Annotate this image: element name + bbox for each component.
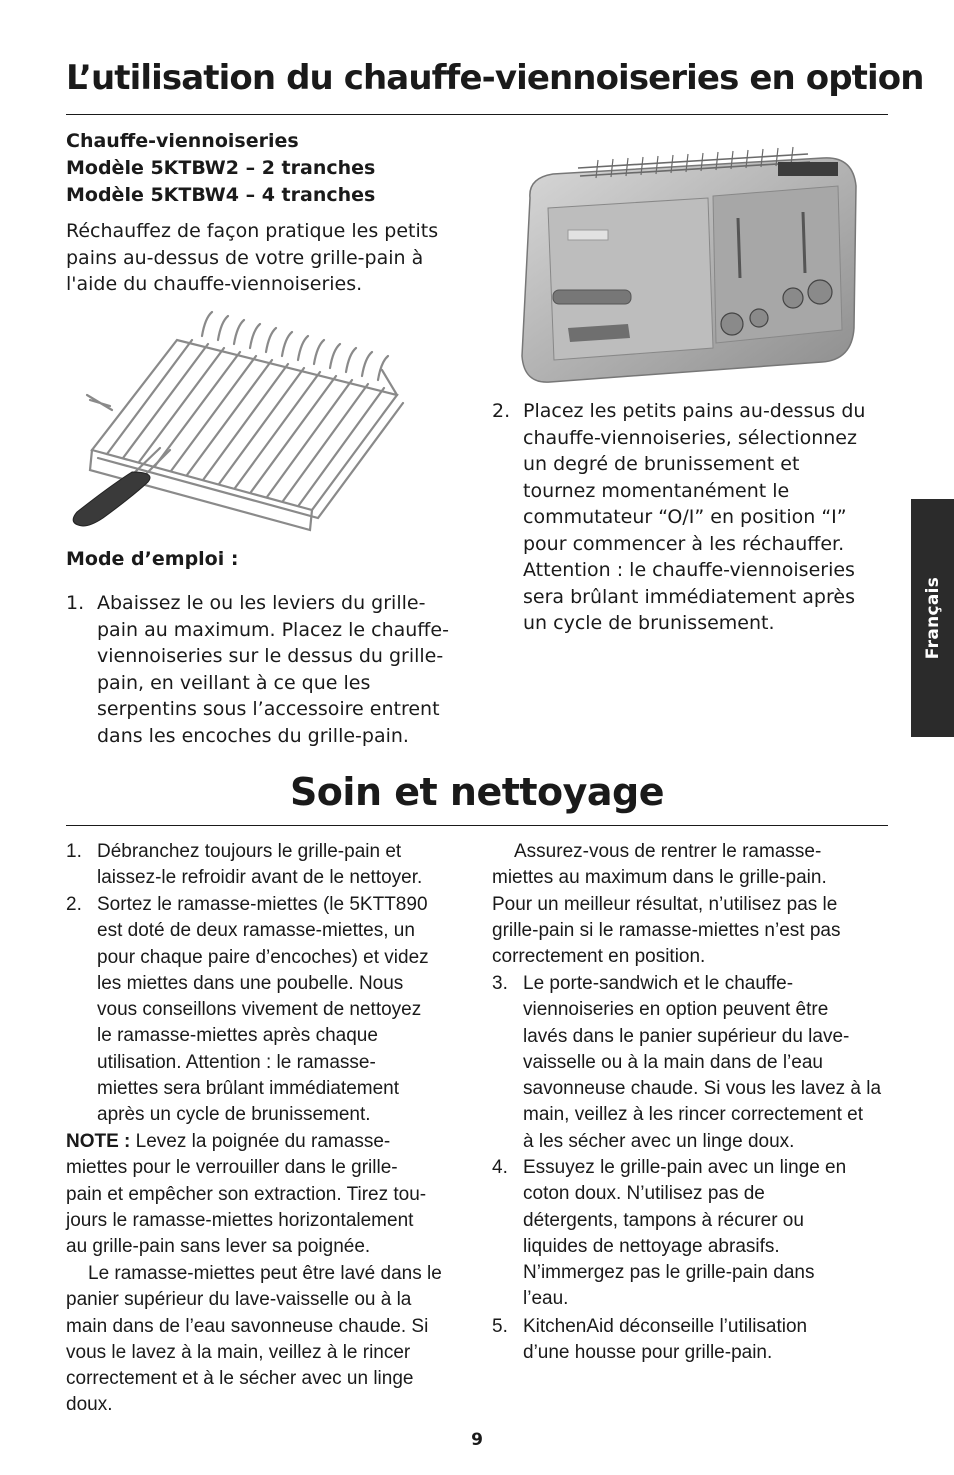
intro-paragraph	[66, 218, 471, 298]
care-item-1	[66, 839, 476, 893]
item-line: l’eau.	[523, 1288, 569, 1310]
ensure-line: Pour un meilleur résultat, n’utilisez pas le	[492, 893, 838, 915]
step-line: sera brûlant immédiatement après	[523, 585, 855, 608]
item-line: est doté de deux ramasse-miettes, un	[97, 920, 415, 942]
item-line: utilisation. Attention : le ramasse-	[97, 1051, 376, 1073]
item-number: 1.	[66, 841, 82, 862]
item-line: Sortez le ramasse-miettes (le 5KTT890	[97, 894, 428, 915]
step-text	[97, 590, 449, 749]
note-line: pain et empêcher son extraction. Tirez tou-	[66, 1183, 427, 1205]
step-line: Abaissez le ou les leviers du grille-	[97, 592, 426, 614]
wash-line: vous le lavez à la main, veillez à le rincer	[66, 1341, 411, 1363]
wash-line: main dans de l’eau savonneuse chaude. Si	[66, 1315, 429, 1337]
model-line-3: Modèle 5KTBW4 – 4 tranches	[66, 184, 376, 206]
note-line: miettes pour le verrouiller dans le grille-	[66, 1157, 398, 1179]
step-line: Attention : le chauffe-viennoiseries	[523, 559, 855, 581]
step-line: dans les encoches du grille-pain.	[97, 724, 409, 747]
note-label: NOTE :	[66, 1131, 131, 1152]
crumb-tray-paragraph	[492, 839, 892, 970]
ensure-line: Assurez-vous de rentrer le ramasse-	[514, 841, 822, 862]
bun-warmer-rack-illustration	[62, 300, 408, 536]
item-line: vaisselle ou à la main dans de l’eau	[523, 1051, 823, 1073]
step-line: pain, en veillant à ce que les	[97, 671, 371, 694]
care-item-3	[492, 971, 892, 1161]
instructions-heading: Mode d’emploi :	[66, 548, 239, 570]
item-line: détergents, tampons à récurer ou	[523, 1209, 804, 1231]
item-line: le ramasse-miettes après chaque	[97, 1025, 378, 1047]
item-line: laissez-le refroidir avant de le nettoyer.	[97, 867, 423, 889]
step-line: pour commencer à les réchauffer.	[523, 532, 845, 555]
ensure-line: miettes au maximum dans le grille-pain.	[492, 867, 827, 889]
instruction-step-2	[492, 398, 892, 638]
item-line: coton doux. N’utilisez pas de	[523, 1183, 765, 1205]
item-line: N’immergez pas le grille-pain dans	[523, 1262, 815, 1284]
note-line: jours le ramasse-miettes horizontalement	[66, 1209, 414, 1231]
item-line: Essuyez le grille-pain avec un linge en	[523, 1157, 847, 1178]
item-line: lavés dans le panier supérieur du lave-	[523, 1025, 850, 1047]
step-line: tournez momentanément le	[523, 479, 790, 502]
note-line: au grille-pain sans lever sa poignée.	[66, 1236, 371, 1258]
item-number: 3.	[492, 973, 508, 994]
step-text	[523, 398, 865, 637]
item-line: après un cycle de brunissement.	[97, 1104, 371, 1126]
step-number: 2.	[492, 400, 511, 422]
ensure-line: correctement en position.	[492, 946, 706, 968]
care-item-5	[492, 1314, 892, 1368]
model-list	[66, 128, 466, 209]
item-line: vous conseillons vivement de nettoyez	[97, 999, 422, 1021]
item-line: pour chaque paire d’encoches) et videz	[97, 946, 429, 968]
step-line: serpentins sous l’accessoire entrent	[97, 698, 440, 720]
step-line: un degré de brunissement et	[523, 453, 800, 475]
intro-line: pains au-dessus de votre grille-pain à	[66, 246, 424, 269]
item-line: main, veillez à les rincer correctement et	[523, 1104, 864, 1126]
item-line: les miettes dans une poubelle. Nous	[97, 972, 404, 994]
step-line: pain au maximum. Placez le chauffe-	[97, 618, 449, 641]
item-line: Débranchez toujours le grille-pain et	[97, 841, 402, 862]
item-line: Le porte-sandwich et le chauffe-	[523, 973, 794, 994]
item-line: miettes sera brûlant immédiatement	[97, 1078, 400, 1100]
item-number: 5.	[492, 1316, 508, 1337]
intro-line: Réchauffez de façon pratique les petits	[66, 220, 439, 242]
item-text	[523, 1155, 846, 1313]
language-tab-label: Français	[922, 576, 943, 660]
wash-paragraph	[66, 1261, 476, 1419]
toaster-with-warmer-illustration	[508, 138, 860, 394]
step-line: commutateur “O/I” en position “I”	[523, 506, 847, 528]
item-text	[523, 971, 881, 1155]
step-line: Placez les petits pains au-dessus du	[523, 400, 866, 422]
care-title-rule	[66, 825, 888, 826]
model-line-1: Chauffe-viennoiseries	[66, 130, 299, 152]
item-line: liquides de nettoyage abrasifs.	[523, 1235, 780, 1257]
item-line: savonneuse chaude. Si vous les lavez à la	[523, 1078, 882, 1100]
wash-line: Le ramasse-miettes peut être lavé dans le	[88, 1263, 442, 1284]
item-number: 2.	[66, 894, 82, 915]
page-number: 9	[471, 1430, 483, 1450]
wash-line: correctement et à le sécher avec un linge	[66, 1368, 414, 1390]
page-title: L’utilisation du chauffe-viennoiseries en option	[66, 58, 924, 98]
item-line: KitchenAid déconseille l’utilisation	[523, 1316, 808, 1337]
step-line: un cycle de brunissement.	[523, 612, 775, 634]
step-number: 1.	[66, 592, 85, 614]
care-item-2	[66, 892, 476, 1132]
wash-line: panier supérieur du lave-vaisselle ou à la	[66, 1289, 412, 1311]
item-text	[97, 839, 422, 892]
language-tab	[911, 499, 954, 737]
step-line: viennoiseries sur le dessus du grille-	[97, 645, 444, 667]
item-number: 4.	[492, 1157, 508, 1178]
note-line: Levez la poignée du ramasse-	[130, 1131, 391, 1152]
item-text	[523, 1314, 807, 1367]
item-line: viennoiseries en option peuvent être	[523, 999, 829, 1021]
step-line: chauffe-viennoiseries, sélectionnez	[523, 426, 857, 449]
wash-line: doux.	[66, 1394, 113, 1416]
ensure-line: grille-pain si le ramasse-miettes n’est pas	[492, 919, 841, 941]
title-rule	[66, 114, 888, 115]
care-section-title: Soin et nettoyage	[289, 770, 665, 814]
note-paragraph	[66, 1129, 476, 1260]
intro-line: l'aide du chauffe-viennoiseries.	[66, 273, 363, 295]
item-text	[97, 892, 429, 1129]
care-item-4	[492, 1155, 892, 1315]
item-line: d’une housse pour grille-pain.	[523, 1342, 773, 1364]
model-line-2: Modèle 5KTBW2 – 2 tranches	[66, 157, 376, 179]
instruction-step-1	[66, 590, 471, 750]
item-line: à les sécher avec un linge doux.	[523, 1130, 795, 1152]
